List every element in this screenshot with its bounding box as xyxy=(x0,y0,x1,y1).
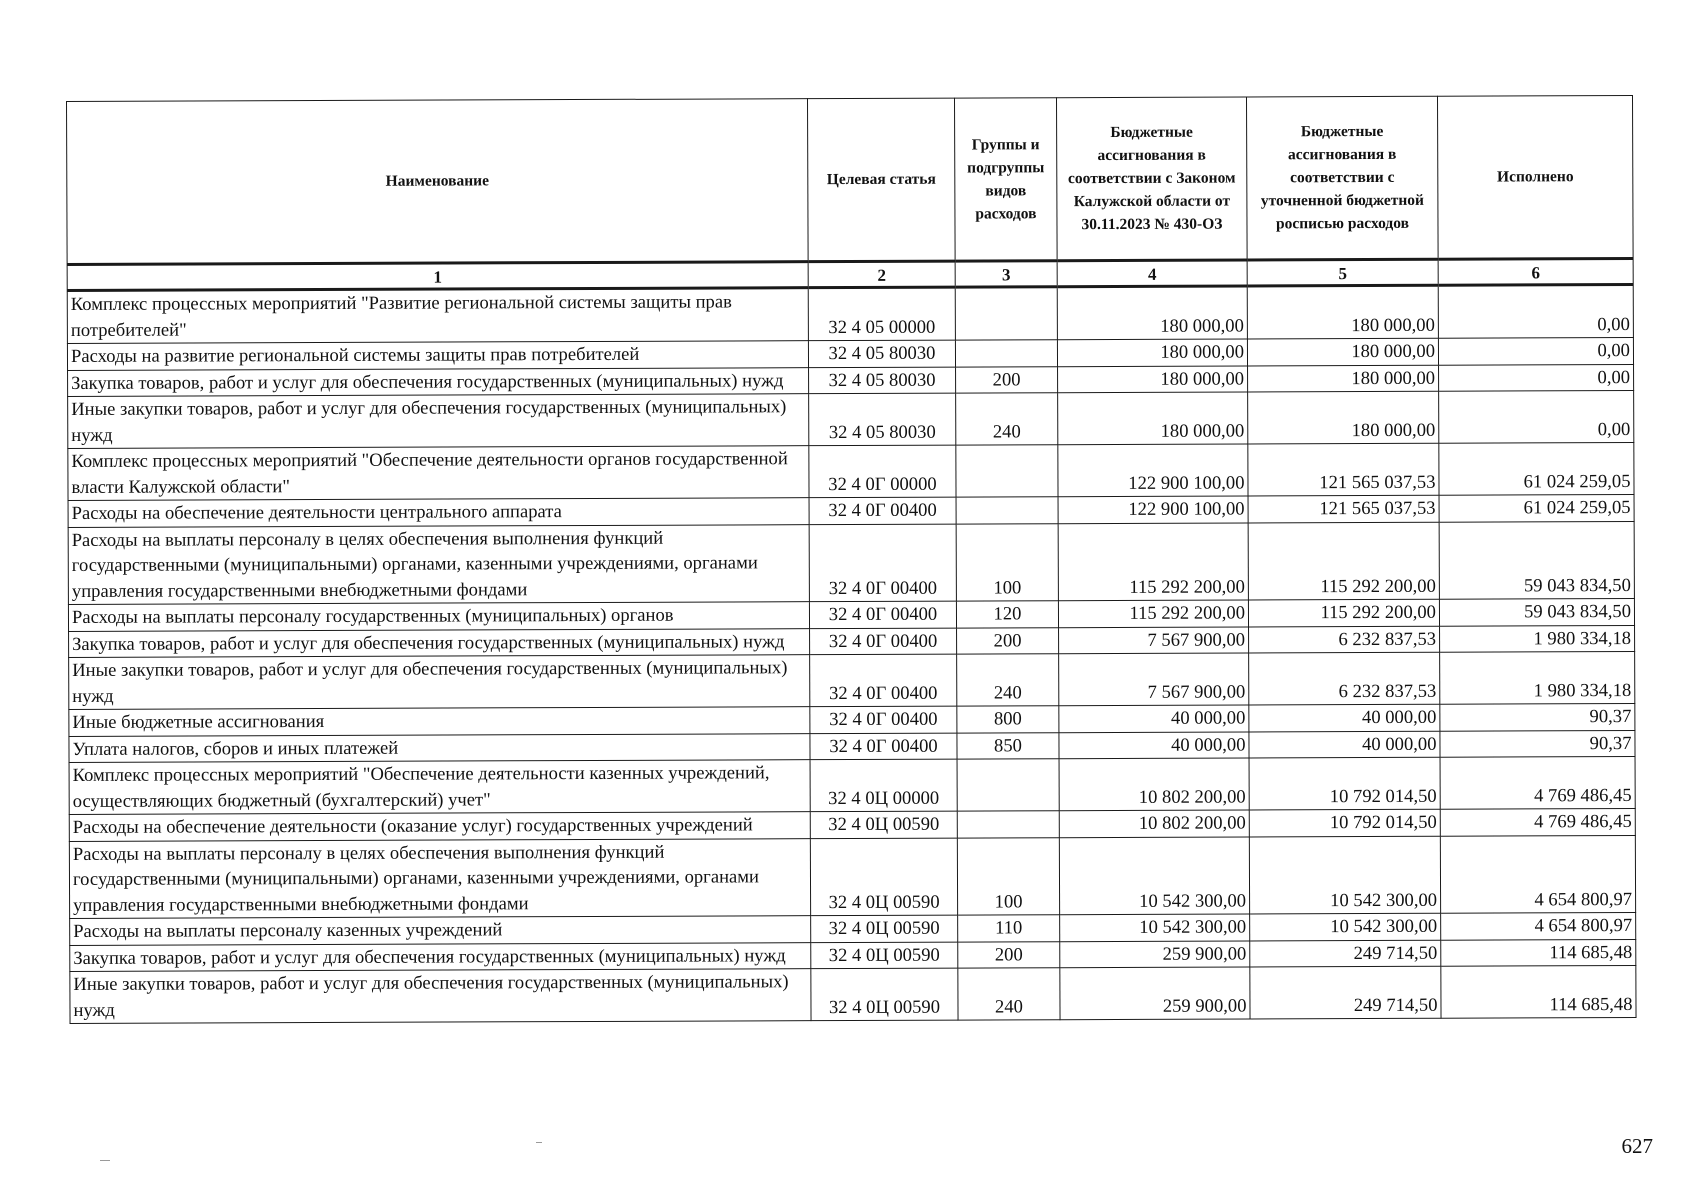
row-target-article-cell: 32 4 0Г 00400 xyxy=(810,706,957,733)
row-refined-allocation-cell: 115 292 200,00 xyxy=(1248,599,1439,626)
row-name-cell: Расходы на выплаты персоналу в целях обеспечения выполнения функций государственными (муниципальными) органами, казенными учреждениями, органами управления государственными внебюджетными фондами xyxy=(68,524,809,604)
table-row xyxy=(68,390,1634,448)
row-law-allocation-cell: 180 000,00 xyxy=(1057,339,1247,366)
row-executed-cell: 4 654 800,97 xyxy=(1441,912,1636,939)
row-target-article-cell: 32 4 0Г 00000 xyxy=(809,445,956,498)
row-refined-allocation-cell: 40 000,00 xyxy=(1249,731,1440,758)
row-target-article-cell: 32 4 0Ц 00590 xyxy=(810,811,957,838)
row-law-allocation-cell: 115 292 200,00 xyxy=(1058,600,1248,627)
row-target-article-cell: 32 4 0Ц 00590 xyxy=(810,838,957,916)
table-row xyxy=(69,756,1635,814)
column-number: 2 xyxy=(808,261,955,288)
row-law-allocation-cell: 40 000,00 xyxy=(1059,731,1249,758)
row-name-cell: Комплекс процессных мероприятий "Обеспечение деятельности казенных учреждений, осуществляющих бюджетный (бухгалтерский) учет" xyxy=(69,760,810,815)
row-refined-allocation-cell: 6 232 837,53 xyxy=(1249,626,1440,653)
row-refined-allocation-cell: 180 000,00 xyxy=(1247,285,1438,339)
row-refined-allocation-cell: 10 542 300,00 xyxy=(1249,836,1440,914)
table-row xyxy=(69,651,1635,709)
page-number: 627 xyxy=(1621,1134,1653,1158)
table-row xyxy=(68,521,1634,605)
row-refined-allocation-cell: 249 714,50 xyxy=(1250,940,1441,967)
table-body xyxy=(67,284,1636,1023)
row-refined-allocation-cell: 249 714,50 xyxy=(1250,966,1441,1019)
row-expense-group-cell: 100 xyxy=(956,523,1058,601)
row-name-cell: Расходы на выплаты персоналу в целях обеспечения выполнения функций государственными (муниципальными) органами, казенными учреждениями, органами управления государственными внебюджетными фондами xyxy=(69,838,810,918)
row-target-article-cell: 32 4 0Г 00400 xyxy=(810,654,957,707)
column-number: 1 xyxy=(67,262,808,291)
row-refined-allocation-cell: 180 000,00 xyxy=(1247,338,1438,365)
header-target-article: Целевая статья xyxy=(807,98,955,262)
row-law-allocation-cell: 7 567 900,00 xyxy=(1059,653,1249,706)
row-refined-allocation-cell: 115 292 200,00 xyxy=(1248,522,1439,600)
row-executed-cell: 59 043 834,50 xyxy=(1439,521,1634,599)
row-law-allocation-cell: 122 900 100,00 xyxy=(1058,444,1248,497)
table-row xyxy=(67,284,1633,343)
row-target-article-cell: 32 4 05 80030 xyxy=(809,393,956,446)
row-law-allocation-cell: 10 802 200,00 xyxy=(1059,810,1249,837)
row-refined-allocation-cell: 121 565 037,53 xyxy=(1248,495,1439,522)
table-row xyxy=(69,835,1635,919)
row-name-cell: Иные закупки товаров, работ и услуг для обеспечения государственных (муниципальных) нужд xyxy=(69,655,810,710)
row-expense-group-cell: 200 xyxy=(957,627,1059,654)
row-law-allocation-cell: 10 802 200,00 xyxy=(1059,758,1249,811)
table-row xyxy=(70,965,1636,1023)
row-executed-cell: 1 980 334,18 xyxy=(1440,625,1635,652)
row-name-cell: Расходы на выплаты персоналу государственных (муниципальных) органов xyxy=(68,602,809,631)
row-law-allocation-cell: 40 000,00 xyxy=(1059,705,1249,732)
row-target-article-cell: 32 4 0Г 00400 xyxy=(810,733,957,760)
row-expense-group-cell: 240 xyxy=(957,654,1059,706)
row-target-article-cell: 32 4 0Г 00400 xyxy=(809,524,956,602)
row-target-article-cell: 32 4 0Ц 00590 xyxy=(811,915,958,942)
row-target-article-cell: 32 4 05 80030 xyxy=(809,367,956,394)
header-row xyxy=(67,95,1634,264)
row-name-cell: Уплата налогов, сборов и иных платежей xyxy=(69,733,810,762)
row-target-article-cell: 32 4 0Г 00400 xyxy=(809,497,956,524)
row-expense-group-cell xyxy=(957,759,1059,811)
column-number: 4 xyxy=(1057,260,1247,287)
row-target-article-cell: 32 4 0Ц 00000 xyxy=(810,759,957,812)
row-executed-cell: 0,00 xyxy=(1439,390,1634,443)
row-name-cell: Иные закупки товаров, работ и услуг для обеспечения государственных (муниципальных) нужд xyxy=(70,969,811,1024)
row-target-article-cell: 32 4 05 00000 xyxy=(808,287,955,341)
row-expense-group-cell: 800 xyxy=(957,706,1059,733)
row-expense-group-cell xyxy=(955,287,1057,340)
budget-execution-table xyxy=(66,95,1637,1024)
row-expense-group-cell: 120 xyxy=(956,601,1058,628)
row-name-cell: Расходы на выплаты персоналу казенных учреждений xyxy=(70,916,811,945)
row-refined-allocation-cell: 180 000,00 xyxy=(1248,365,1439,392)
row-law-allocation-cell: 180 000,00 xyxy=(1057,286,1247,340)
row-refined-allocation-cell: 180 000,00 xyxy=(1248,391,1439,444)
row-law-allocation-cell: 10 542 300,00 xyxy=(1059,836,1249,914)
row-name-cell: Расходы на обеспечение деятельности (оказание услуг) государственных учреждений xyxy=(69,812,810,841)
row-name-cell: Закупка товаров, работ и услуг для обеспечения государственных (муниципальных) нужд xyxy=(68,367,809,396)
row-executed-cell: 0,00 xyxy=(1439,364,1634,391)
row-expense-group-cell: 850 xyxy=(957,732,1059,759)
row-refined-allocation-cell: 121 565 037,53 xyxy=(1248,443,1439,496)
row-expense-group-cell: 100 xyxy=(957,837,1059,915)
row-law-allocation-cell: 7 567 900,00 xyxy=(1059,626,1249,653)
scan-artifact xyxy=(536,1142,542,1143)
scan-artifact xyxy=(100,1160,110,1161)
row-target-article-cell: 32 4 0Г 00400 xyxy=(810,628,957,655)
row-expense-group-cell: 200 xyxy=(956,366,1058,393)
row-refined-allocation-cell: 10 542 300,00 xyxy=(1250,913,1441,940)
row-law-allocation-cell: 122 900 100,00 xyxy=(1058,496,1248,523)
header-law-allocation: Бюджетные ассигнования в соответствии с Законом Калужской области от 30.11.2023 № 430-ОЗ xyxy=(1056,97,1247,261)
row-executed-cell: 114 685,48 xyxy=(1441,939,1636,966)
row-executed-cell: 90,37 xyxy=(1440,730,1635,757)
column-number: 5 xyxy=(1247,259,1438,286)
header-name: Наименование xyxy=(67,99,809,265)
row-executed-cell: 59 043 834,50 xyxy=(1439,598,1634,625)
row-expense-group-cell xyxy=(956,497,1058,524)
row-name-cell: Расходы на развитие региональной системы защиты прав потребителей xyxy=(67,341,808,370)
header-refined-allocation: Бюджетные ассигнования в соответствии с уточненной бюджетной росписью расходов xyxy=(1246,96,1438,260)
row-target-article-cell: 32 4 05 80030 xyxy=(808,340,955,367)
row-executed-cell: 61 024 259,05 xyxy=(1439,494,1634,521)
header-executed: Исполнено xyxy=(1437,95,1633,259)
row-target-article-cell: 32 4 0Ц 00590 xyxy=(811,968,958,1021)
row-refined-allocation-cell: 40 000,00 xyxy=(1249,704,1440,731)
table-header xyxy=(67,95,1634,290)
row-refined-allocation-cell: 6 232 837,53 xyxy=(1249,652,1440,705)
row-refined-allocation-cell: 10 792 014,50 xyxy=(1249,757,1440,810)
table-row xyxy=(68,442,1634,500)
row-name-cell: Иные закупки товаров, работ и услуг для обеспечения государственных (муниципальных) нужд xyxy=(68,394,809,449)
row-executed-cell: 0,00 xyxy=(1438,284,1633,338)
row-name-cell: Комплекс процессных мероприятий "Развитие региональной системы защиты прав потребителей" xyxy=(67,288,808,344)
column-number: 3 xyxy=(955,261,1057,287)
row-executed-cell: 1 980 334,18 xyxy=(1440,651,1635,704)
header-expense-group: Группы и подгруппы видов расходов xyxy=(954,98,1057,261)
row-name-cell: Закупка товаров, работ и услуг для обеспечения государственных (муниципальных) нужд xyxy=(69,628,810,657)
row-executed-cell: 4 654 800,97 xyxy=(1440,835,1635,913)
row-executed-cell: 90,37 xyxy=(1440,703,1635,730)
row-law-allocation-cell: 180 000,00 xyxy=(1058,392,1248,445)
row-law-allocation-cell: 180 000,00 xyxy=(1058,365,1248,392)
row-law-allocation-cell: 259 900,00 xyxy=(1060,967,1250,1020)
row-executed-cell: 61 024 259,05 xyxy=(1439,442,1634,495)
row-name-cell: Расходы на обеспечение деятельности центрального аппарата xyxy=(68,498,809,527)
row-target-article-cell: 32 4 0Ц 00590 xyxy=(811,942,958,969)
row-executed-cell: 4 769 486,45 xyxy=(1440,756,1635,809)
row-expense-group-cell: 110 xyxy=(958,915,1060,942)
row-expense-group-cell: 240 xyxy=(956,393,1058,445)
column-number: 6 xyxy=(1438,258,1633,285)
row-target-article-cell: 32 4 0Г 00400 xyxy=(809,601,956,628)
row-refined-allocation-cell: 10 792 014,50 xyxy=(1249,809,1440,836)
row-name-cell: Комплекс процессных мероприятий "Обеспечение деятельности органов государственной власти Калужской области" xyxy=(68,446,809,501)
row-expense-group-cell xyxy=(957,811,1059,838)
row-executed-cell: 114 685,48 xyxy=(1441,965,1636,1018)
row-law-allocation-cell: 115 292 200,00 xyxy=(1058,522,1248,600)
row-expense-group-cell: 240 xyxy=(958,968,1060,1020)
row-expense-group-cell xyxy=(956,445,1058,497)
row-expense-group-cell xyxy=(955,340,1057,367)
row-law-allocation-cell: 259 900,00 xyxy=(1060,940,1250,967)
row-executed-cell: 0,00 xyxy=(1438,337,1633,364)
row-law-allocation-cell: 10 542 300,00 xyxy=(1060,914,1250,941)
row-name-cell: Иные бюджетные ассигнования xyxy=(69,707,810,736)
row-name-cell: Закупка товаров, работ и услуг для обеспечения государственных (муниципальных) нужд xyxy=(70,942,811,971)
row-expense-group-cell: 200 xyxy=(958,941,1060,968)
row-executed-cell: 4 769 486,45 xyxy=(1440,808,1635,835)
